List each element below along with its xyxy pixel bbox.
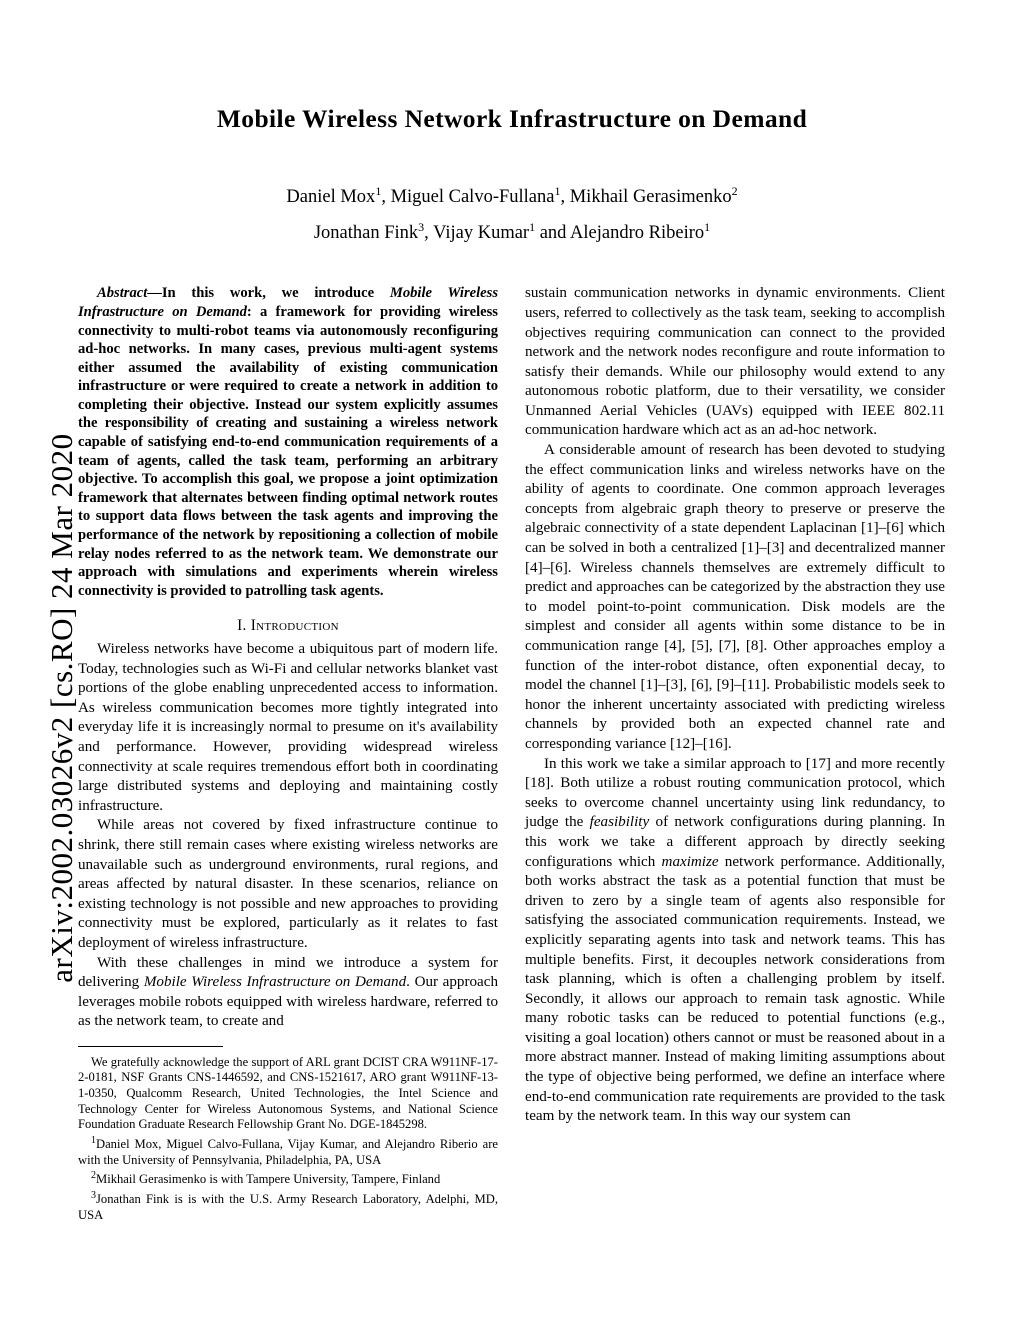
author-affiliation-marker: 2: [731, 184, 738, 198]
author-name: Jonathan Fink: [313, 223, 419, 244]
left-paragraph-3: [78, 954, 498, 1032]
paper-page: [78, 0, 946, 1325]
author-affiliation-marker: 1: [704, 220, 711, 235]
author-name: Mikhail Gerasimenko: [569, 187, 732, 208]
footnote-1-marker: 1: [91, 1134, 96, 1146]
two-column-body: [78, 284, 946, 1223]
left-paragraph-1: Wireless networks have become a ubiquitous part of modern life. Today, technologies such as Wi-Fi and cellular networks blanket vast portions of the globe enabling unprecedented access to information. As wireless communication becomes more tightly integrated into everyday life it is increasingly normal to presume on it's availability and performance. However, providing widespread wireless connectivity at scale requires tremendous effort both in coordinating large distributed systems and deploying and maintaining costly infrastructure.: [78, 641, 498, 814]
footnote-block: [78, 1046, 498, 1224]
abstract-italic-title: Mobile Wireless Infrastructure on Demand: [78, 285, 498, 320]
footnote-2-text: Mikhail Gerasimenko is with Tampere University, Tampere, Finland: [96, 1172, 441, 1187]
left-paragraph-3-text-1: With these challenges in mind we introduce a system for delivering: [78, 954, 498, 991]
right-paragraph-3-text-2: of network configurations during planning. In this work we take a different approach by directly seeking configurations which: [525, 814, 945, 870]
right-paragraph-3-italic-2: maximize: [661, 853, 719, 870]
author-name: Alejandro Ribeiro: [570, 223, 705, 244]
author-affiliation-marker: 1: [529, 220, 536, 235]
footnote-3-marker: 3: [91, 1190, 96, 1201]
footnote-2: [78, 1168, 498, 1188]
abstract-text-1: In this work, we introduce: [161, 285, 390, 302]
abstract-label: Abstract: [97, 285, 148, 302]
left-paragraph-3-text-2: . Our approach leverages mobile robots equipped with wireless hardware, referred to as the network team, to create and: [78, 974, 498, 1030]
author-name: Daniel Mox: [286, 187, 376, 208]
footnote-3: [78, 1188, 498, 1223]
right-paragraph-1: sustain communication networks in dynamic environments. Client users, referred to collectively as the task team, seeking to accomplish objectives requiring communication can connect to the provided network and the network nodes reconfigure and route information to satisfy their demands. While our philosophy would extend to any autonomous robotic platform, due to their versatility, we consider Unmanned Aerial Vehicles (UAVs) equipped with IEEE 802.11 communication hardware which act as an ad-hoc network.: [525, 285, 945, 439]
arxiv-identifier-stamp: arXiv:2002.03026v2 [cs.RO] 24 Mar 2020: [44, 433, 79, 983]
abstract: [78, 284, 498, 600]
author-line-2: Jonathan Fink$^3$, Vijay Kumar$^1$ and Alejandro Ribeiro$^1$: [313, 220, 711, 244]
footnote-2-marker: 2: [91, 1170, 96, 1182]
author-affiliation-marker: 1: [554, 184, 561, 198]
author-affiliation-marker: 3: [418, 220, 425, 235]
right-column: [525, 284, 945, 1223]
author-name: Miguel Calvo-Fullana: [390, 187, 555, 208]
author-list: [78, 176, 946, 248]
author-name: Vijay Kumar: [433, 223, 530, 244]
abstract-dash: —: [147, 285, 162, 302]
right-paragraph-2: A considerable amount of research has been devoted to studying the effect communication links and wireless networks have on the ability of agents to coordinate. One common approach leverages concepts from algebraic graph theory to preserve or preserve the algebraic connectivity of a state dependent Laplacinan [1]–[6] which can be solved in both a centralized [1]–[3] and decentralized manner [4]–[6]. Wireless channels themselves are extremely difficult to predict and approaches can be categorized by the abstraction they use to model point-to-point communication. Disk models are the simplest and consider all agents within some distance to be in communication range [4], [5], [7], [8]. Other approaches employ a function of the inter-robot distance, often exponential decay, to model the channel [1]–[3], [6], [9]–[11]. Probabilistic models seek to honor the inherent uncertainty associated with predicting wireless channels by provided both an expected channel rate and corresponding variance [12]–[16].: [525, 442, 945, 752]
right-paragraph-3-text-3: network performance. Additionally, both works abstract the task as a potential function that must be driven to zero by a single team of agents also responsible for satisfying the associated communication requirements. Instead, we explicitly separating agents into task and network teams. This has multiple benefits. First, it decouples network considerations from task planning, which is often a challenging problem by itself. Secondly, it allows our approach to remain task agnostic. While many robotic tasks can be reduced to potential functions (e.g., visiting a goal location) others cannot or must be reasoned about in a more abstract manner. Instead of making limiting assumptions about the type of objective being performed, we define an interface where end-to-end communication rate requirements are provided to the task team by the network team. In this way our system can: [525, 853, 946, 1125]
author-affiliation-marker: 1: [375, 184, 382, 198]
footnote-1: [78, 1133, 498, 1168]
left-paragraph-2: While areas not covered by fixed infrastructure continue to shrink, there still remain cases where existing wireless networks are unavailable such as underground environments, rural regions, and areas affected by natural disaster. In these scenarios, reliance on existing technology is not possible and new approaches to providing connectivity must be explored, particularly as it relates to fast deployment of wireless infrastructure.: [78, 817, 498, 951]
footnote-3-text: Jonathan Fink is is with the U.S. Army Research Laboratory, Adelphi, MD, USA: [78, 1192, 498, 1222]
footnote-acknowledgement: We gratefully acknowledge the support of ARL grant DCIST CRA W911NF-17-2-0181, NSF Grants CNS-1446592, and CNS-1521617, ARO grant W911NF-13-1-0350, Qualcomm Research, United Technologies, the Intel Science and Technology Center for Wireless Autonomous Systems, and National Science Foundation Graduate Research Fellowship Grant No. DGE-1845298.: [78, 1054, 498, 1132]
right-paragraph-3-text-1: In this work we take a similar approach to [17] and more recently [18]. Both utilize a robust routing communication protocol, which seeks to overcome channel uncertainty using link redundancy, to judge the: [525, 755, 945, 831]
author-line-1: Daniel Mox$^1$, Miguel Calvo-Fullana$^1$, Mikhail Gerasimenko$^2$: [286, 184, 738, 208]
right-paragraph-3-italic-1: feasibility: [589, 814, 650, 831]
left-paragraph-3-italic: Mobile Wireless Infrastructure on Demand: [143, 974, 407, 991]
footnote-1-text: Daniel Mox, Miguel Calvo-Fullana, Vijay Kumar, and Alejandro Riberio are with the University of Pennsylvania, Philadelphia, PA, USA: [78, 1137, 498, 1167]
footnote-rule: [78, 1046, 223, 1047]
right-paragraph-3: [525, 755, 945, 1127]
section-heading-introduction: I. Introduction: [237, 617, 339, 635]
abstract-text-2: : a framework for providing wireless connectivity to multi-robot teams via autonomously reconfiguring ad-hoc networks. In many cases, previous multi-agent systems either assumed the availability of existing communication infrastructure or were required to create a network in addition to completing their objective. Instead our system explicitly assumes the responsibility of creating and sustaining a wireless network capable of satisfying end-to-end communication requirements of a team of agents, called the task team, performing an arbitrary objective. To accomplish this goal, we propose a joint optimization framework that alternates between finding optimal network routes to support data flows between the task agents and improving the performance of the network by repositioning a collection of mobile relay nodes referred to as the network team. We demonstrate our approach with simulations and experiments wherein wireless connectivity is provided to patrolling task agents.: [78, 303, 498, 599]
left-column: [78, 284, 498, 1223]
page-title: Mobile Wireless Network Infrastructure on Demand: [216, 104, 808, 133]
